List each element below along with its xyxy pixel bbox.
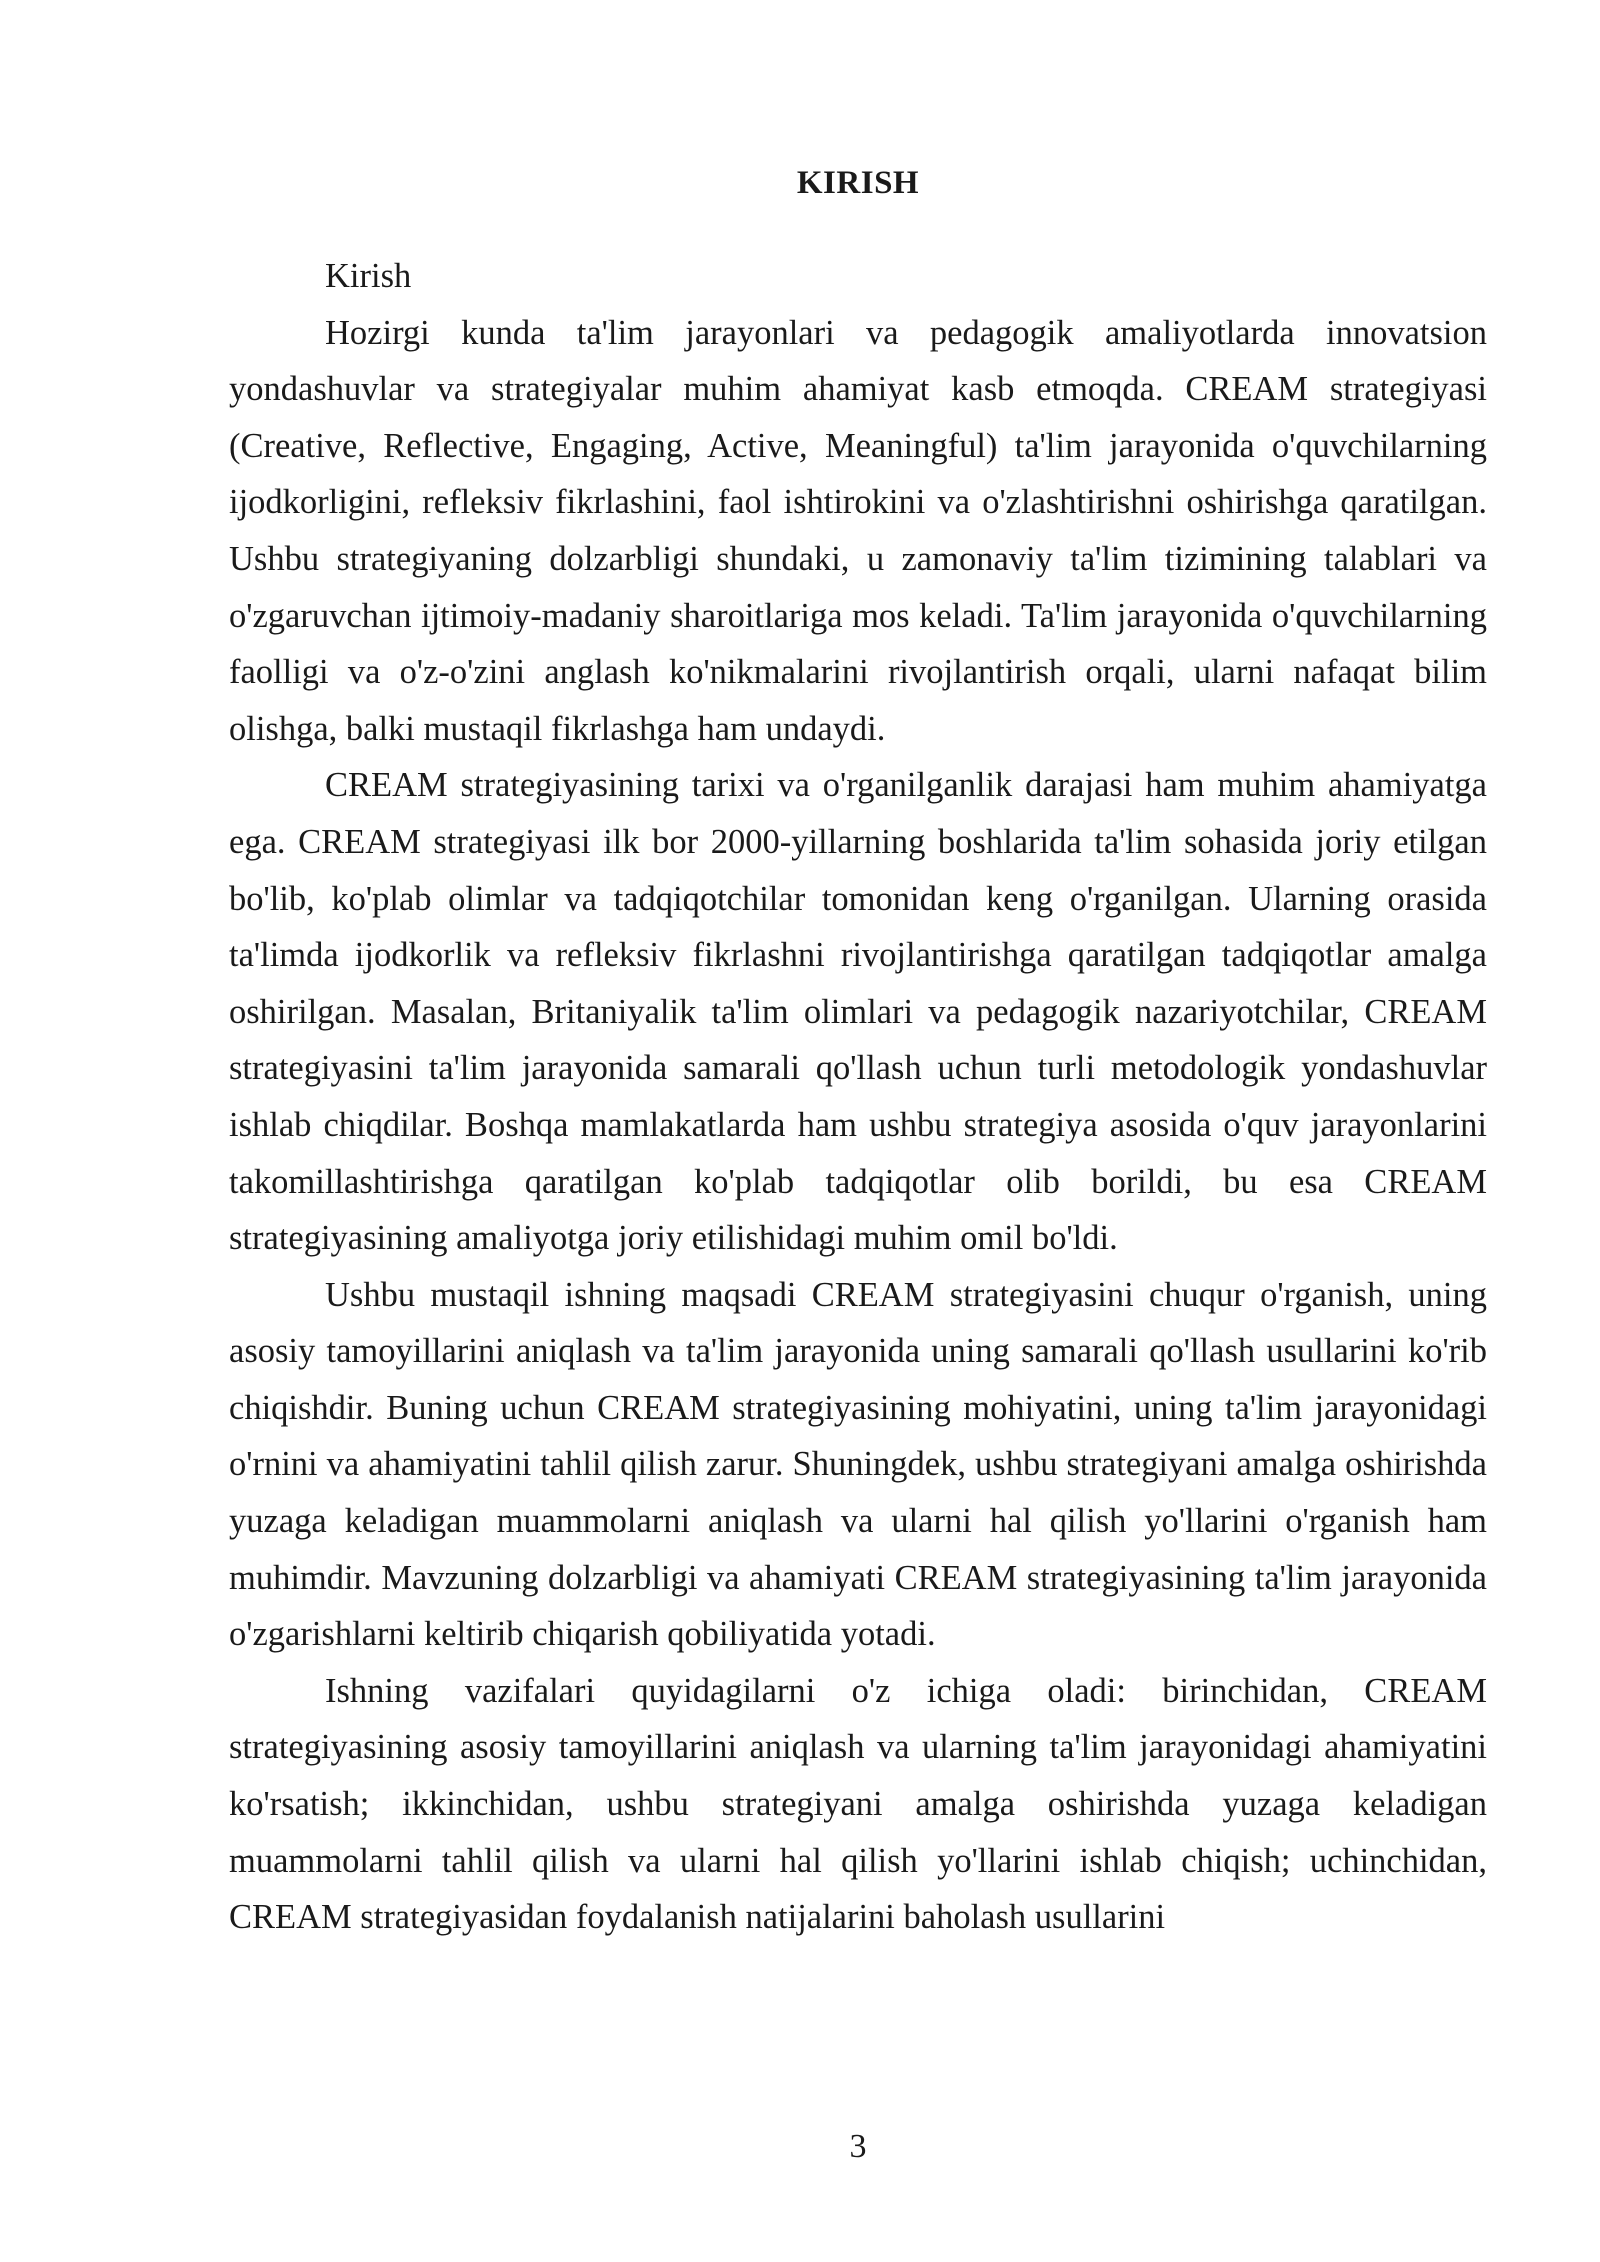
subheading: Kirish <box>325 257 412 295</box>
page-number: 3 <box>849 2128 867 2165</box>
paragraph-2: CREAM strategiyasining tarixi va o'rganilganlik darajasi ham muhim ahamiyatga ega. CREAM strategiyasi ilk bor 2000-yillarning boshlarida ta'lim sohasida joriy etilgan bo'lib, ko'plab olimlar va tadqiqotchilar tomonidan keng o'rganilgan. Ularning orasida ta'limda ijodkorlik va refleksiv fikrlashni rivojlantirishga qaratilgan tadqiqotlar amalga oshirilgan. Masalan, Britaniyalik ta'lim olimlari va pedagogik nazariyotchilar, CREAM strategiyasini ta'lim jarayonida samarali qo'llash uchun turli metodologik yondashuvlar ishlab chiqdilar. Boshqa mamlakatlarda ham ushbu strategiya asosida o'quv jarayonlarini takomillashtirishga qaratilgan ko'plab tadqiqotlar olib borildi, bu esa CREAM strategiyasining amaliyotga joriy etilishidagi muhim omil bo'ldi. <box>229 766 1487 1258</box>
paragraph-4: Ishning vazifalari quyidagilarni o'z ichiga oladi: birinchidan, CREAM strategiyasining asosiy tamoyillarini aniqlash va ularning ta'lim jarayonidagi ahamiyatini ko'rsatish; ikkinchidan, ushbu strategiyani amalga oshirishda yuzaga keladigan muammolarni tahlil qilish va ularni hal qilish yo'llarini ishlab chiqish; uchinchidan, CREAM strategiyasidan foydalanish natijalarini baholash usullarini <box>229 1671 1487 1937</box>
paragraph-3: Ushbu mustaqil ishning maqsadi CREAM strategiyasini chuqur o'rganish, uning asosiy tamoyillarini aniqlash va ta'lim jarayonida uning samarali qo'llash usullarini ko'rib chiqishdir. Buning uchun CREAM strategiyasining mohiyatini, uning ta'lim jarayonidagi o'rnini va ahamiyatini tahlil qilish zarur. Shuningdek, ushbu strategiyani amalga oshirishda yuzaga keladigan muammolarni aniqlash va ularni hal qilish yo'llarini o'rganish ham muhimdir. Mavzuning dolzarbligi va ahamiyati CREAM strategiyasining ta'lim jarayonida o'zgarishlarni keltirib chiqarish qobiliyatida yotadi. <box>229 1275 1487 1654</box>
paragraph-1: Hozirgi kunda ta'lim jarayonlari va pedagogik amaliyotlarda innovatsion yondashuvlar va strategiyalar muhim ahamiyat kasb etmoqda. CREAM strategiyasi (Creative, Reflective, Engaging, Active, Meaningful) ta'lim jarayonida o'quvchilarning ijodkorligini, refleksiv fikrlashini, faol ishtirokini va o'zlashtirishni oshirishga qaratilgan. Ushbu strategiyaning dolzarbligi shundaki, u zamonaviy ta'lim tizimining talablari va o'zgaruvchan ijtimoiy-madaniy sharoitlariga mos keladi. Ta'lim jarayonida o'quvchilarning faolligi va o'z-o'zini anglash ko'nikmalarini rivojlantirish orqali, ularni nafaqat bilim olishga, balki mustaqil fikrlashga ham undaydi. <box>229 313 1487 748</box>
page-title: KIRISH <box>796 165 920 201</box>
body-text <box>229 248 1487 1946</box>
